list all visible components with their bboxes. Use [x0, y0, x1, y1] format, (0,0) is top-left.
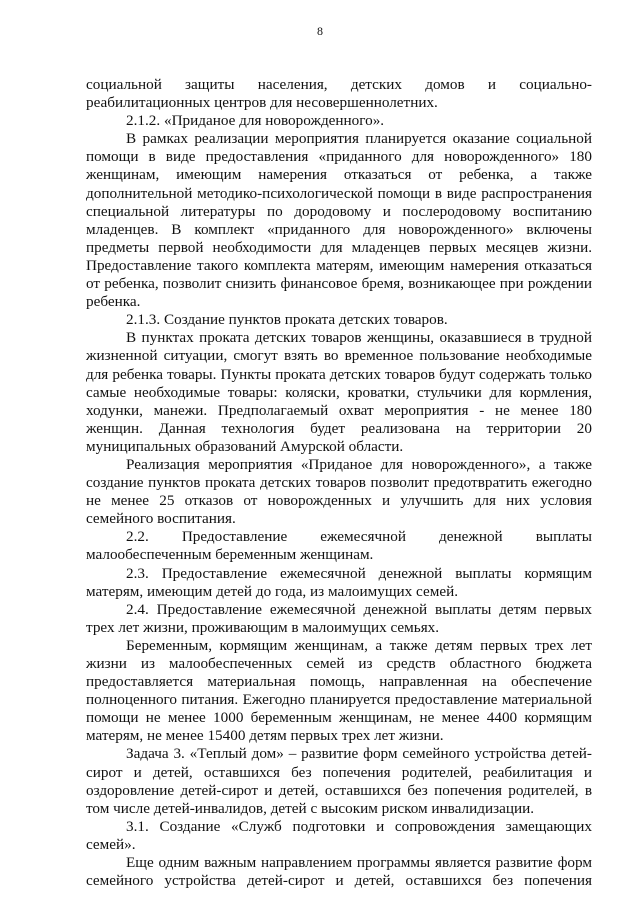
paragraph-rental-points: В пунктах проката детских товаров женщины, оказавшиеся в трудной жизненной ситуации, смогут взять во временное пользование необходимые для ребенка товары. Пункты проката детских товаров будут содержать только самые необходимые товары: коляски, кроватки, стульчики для кормления, ходунки, манежи. Предполагаемый охват мероприятия - не менее 180 женщин. Данная технология будет реализована на территории 20 муниципальных образований Амурской области.: [86, 329, 592, 455]
section-item-2-2: 2.2. Предоставление ежемесячной денежной выплаты малообеспеченным беременным женщинам.: [86, 528, 592, 564]
paragraph-family-placement: Еще одним важным направлением программы является развитие форм семейного устройства детей-сирот и детей, оставшихся без попечения: [86, 854, 592, 890]
page-number: 8: [317, 24, 323, 38]
task-3-heading: Задача 3. «Теплый дом» – развитие форм семейного устройства детей-сирот и детей, оставшихся без попечения родителей, реабилитация и оздоровление детей-сирот и детей, оставшихся без попечения родителей, в том числе детей-инвалидов, детей с высоким риском инвалидизации.: [86, 745, 592, 817]
section-item-2-4: 2.4. Предоставление ежемесячной денежной выплаты детям первых трех лет жизни, проживающим в малоимущих семьях.: [86, 600, 592, 636]
paragraph-material-assistance: Беременным, кормящим женщинам, а также детям первых трех лет жизни из малообеспеченных семей из средств областного бюджета предоставляется материальная помощь, направленная на обеспечение полноценного питания. Ежегодно планируется предоставление материальной помощи не менее 1000 беременным женщинам, не менее 4400 кормящим матерям, не менее 15400 детям первых трех лет жизни.: [86, 636, 592, 745]
paragraph-newborn-kit: В рамках реализации мероприятия планируется оказание социальной помощи в виде предоставления «приданного для новорожденного» 180 женщинам, имеющим намерения отказаться от ребенка, а также дополнительной методико-психологической помощи в виде распространения специальной литературы по дородовому и послеродовому воспитанию младенцев. В комплект «приданного для новорожденного» включены предметы первой необходимости для младенцев первых месяцев жизни. Предоставление такого комплекта матерям, имеющим намерения отказаться от ребенка, позволит снизить финансовое бремя, возникающее при рождении ребенка.: [86, 130, 592, 311]
paragraph-implementation-result: Реализация мероприятия «Приданое для новорожденного», а также создание пунктов проката детских товаров позволит предотвратить ежегодно не менее 25 отказов от новорожденных и улучшить для них условия семейного воспитания.: [86, 455, 592, 528]
section-heading-2-1-3: 2.1.3. Создание пунктов проката детских товаров.: [126, 311, 448, 329]
document-body: [86, 76, 592, 890]
section-item-2-3: 2.3. Предоставление ежемесячной денежной выплаты кормящим матерям, имеющим детей до года, из малоимущих семей.: [86, 564, 592, 600]
section-heading-2-1-2: 2.1.2. «Приданое для новорожденного».: [126, 112, 385, 130]
section-item-3-1: 3.1. Создание «Служб подготовки и сопровождения замещающих семей».: [86, 817, 592, 853]
paragraph-continuation: социальной защиты населения, детских домов и социально-реабилитационных центров для несовершеннолетних.: [86, 76, 592, 112]
